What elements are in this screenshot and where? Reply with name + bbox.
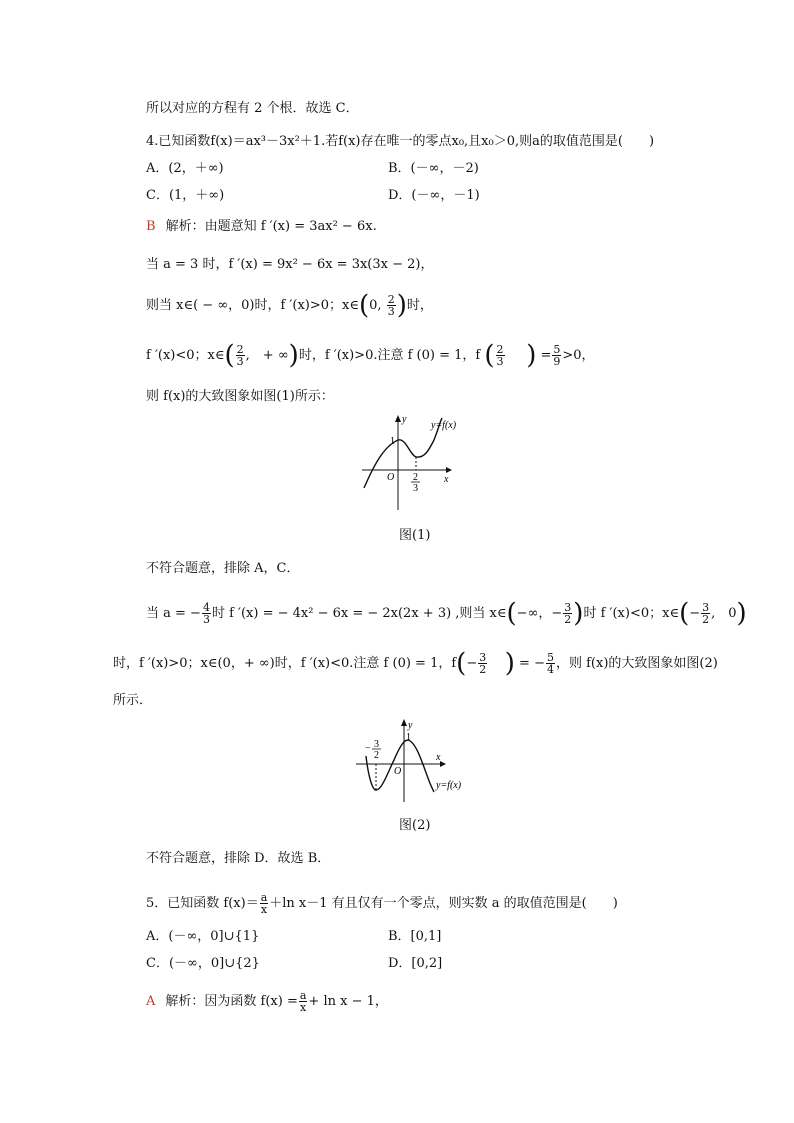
fraction [202,602,211,625]
fraction [563,602,572,625]
q4-solution-line-5: 则 f(x)的大致图象如图(1)所示： [146,389,334,404]
q4-sol7-mid: 时 f ′(x) = − 4x² − 6x = − 2x(2x + 3) ,则当 x∈ [211,606,507,621]
fig2-x-label: x [436,752,441,763]
right-bracket: ) [396,290,407,321]
left-bracket: ( [358,290,370,321]
q4-option-d: D．(－∞，－1) [388,188,480,203]
q4-option-c: C．(1，＋∞) [146,188,225,203]
frac-num: 5 [553,343,561,356]
fig2-caption: 图(2) [399,818,431,833]
fig2-intercept: 1 [406,732,411,743]
q4-answer: B [146,219,156,234]
q4-sol4-right: , + ∞ [245,348,289,363]
q4-sol7-mid2: 时 f ′(x)<0；x∈ [583,606,680,621]
right-bracket: ) [736,598,747,629]
fraction [236,344,245,367]
q4-solution-line-10: 不符合题意，排除 D．故选 B． [146,851,331,866]
right-bracket: ) [288,340,299,371]
fraction [478,652,487,675]
q5-option-a: A．(－∞，0]∪{1} [146,929,260,944]
q4-option-a: A．(2，＋∞) [146,161,224,176]
q4-solution-line-9: 所示． [113,693,153,708]
q4-stem-prefix: 4.已知函数 [146,134,211,149]
frac-num: 4 [202,601,210,614]
q4-solution-line-1 [146,218,377,236]
q5-answer: A [146,994,156,1009]
q5-stem-pre: 5．已知函数 f(x)＝ [146,896,259,911]
right-bracket: ) [504,648,515,679]
q4-stem [146,133,654,151]
fig1-tick-den: 3 [413,483,418,494]
fig1-intercept: 1 [390,436,395,447]
q3-conclusion: 所以对应的方程有 2 个根．故选 C． [146,101,359,116]
frac-num: 3 [479,651,487,664]
frac-den: 9 [553,355,561,368]
q5-sol1-rest: + ln x − 1， [308,994,388,1009]
q4-solution-line-8 [113,648,718,679]
frac-den: 4 [546,663,554,676]
q5-solution-line-1 [146,990,388,1013]
q4-sol8a: 时，f ′(x)>0；x∈(0，+ ∞)时，f ′(x)<0.注意 f (0) = 1，f [113,656,457,671]
q4-sol3a: 则当 x∈( − ∞，0)时，f ′(x)>0；x∈ [146,298,359,313]
q4-solution-line-7 [146,598,747,629]
fig2-tick-den: 2 [374,750,379,761]
q4-sol7-int1: −∞，− [516,606,563,621]
frac-num: 2 [387,293,395,306]
q4-option-b: B．(－∞，－2) [388,161,479,176]
q5-sol1-pre: 因为函数 f(x) = [204,994,298,1009]
frac-den: 3 [236,355,244,368]
q4-sol7-pre: 当 a = − [146,606,201,621]
q4-sol-label: 解析： [165,219,205,234]
fig2-y-arrow [401,719,407,726]
fig2-y-label: y [408,720,413,731]
fig1-y-label: y [402,414,407,425]
q5-option-b: B．[0,1] [388,929,442,944]
fraction [701,602,710,625]
fraction [260,892,269,915]
fig2-curve-label: y=f(x) [436,780,462,791]
fraction [299,990,308,1013]
frac-den: x [300,1001,307,1014]
q4-stem-func: f(x)＝ax³－3x²＋1. [210,134,326,149]
q5-stem-rest: ＋ln x－1 有且仅有一个零点，则实数 a 的取值范围是( ) [269,896,618,911]
q4-solution-line-6: 不符合题意，排除 A，C． [146,561,300,576]
q5-sol-label: 解析： [165,994,205,1009]
frac-num: 2 [496,343,504,356]
q4-sol4a: f ′(x)<0；x∈ [146,348,225,363]
frac-num: a [260,891,268,904]
fig1-y-arrow [395,415,401,422]
fig2-origin: O [394,766,402,777]
q5-option-c: C．(－∞，0]∪{2} [146,956,260,971]
left-bracket: ( [506,598,517,629]
q4-sol8-eq: = − [519,656,545,671]
frac-den: 2 [479,663,487,676]
frac-den: x [260,903,268,916]
left-bracket: ( [484,340,495,371]
fraction [496,344,505,367]
frac-den: 3 [496,355,504,368]
q5-option-d: D．[0,2] [388,956,443,971]
q4-sol3b: 时， [406,298,433,313]
q4-sol1: 由题意知 f ′(x) = 3ax² − 6x. [204,219,377,234]
left-bracket: ( [224,340,235,371]
q4-sol3-left: 0, [369,298,382,313]
q5-stem [146,892,618,915]
q4-stem-rest: 若f(x)存在唯一的零点x₀,且x₀＞0,则a的取值范围是( ) [325,134,655,149]
figure-1 [356,410,472,514]
fig1-origin: O [387,472,395,483]
q4-sol4c: >0， [562,348,595,363]
fig2-x-arrow [440,761,446,767]
q4-sol8-arg-pre: − [466,656,478,671]
frac-num: a [299,989,307,1002]
fig2-tick-sign: − [365,743,371,754]
fig1-x-arrow [446,467,452,473]
right-bracket: ) [573,598,584,629]
fig2-tick-num: 3 [374,739,379,750]
figure-2 [352,716,478,806]
fraction [387,294,396,317]
frac-den: 2 [564,613,572,626]
frac-den: 3 [387,305,395,318]
left-bracket: ( [456,648,467,679]
q4-sol8b: ，则 f(x)的大致图象如图(2) [555,656,718,671]
frac-num: 3 [702,601,710,614]
q4-sol7-int2-right: , 0 [711,606,737,621]
right-bracket: ) [526,340,537,371]
q4-solution-line-3 [146,290,433,321]
fraction [552,344,561,367]
frac-den: 2 [702,613,710,626]
left-bracket: ( [679,598,690,629]
fig1-tick-num: 2 [413,472,418,483]
q4-sol4b: 时，f ′(x)>0.注意 f (0) = 1，f [298,348,481,363]
q4-sol4-eq: = [540,348,552,363]
fig1-curve-label: y=f(x) [431,420,457,431]
frac-num: 5 [546,651,554,664]
frac-num: 3 [564,601,572,614]
frac-den: 3 [202,613,210,626]
q4-solution-line-4 [146,340,595,371]
q4-sol7-int2-pre: − [689,606,701,621]
frac-num: 2 [236,343,244,356]
fig1-x-label: x [444,474,449,485]
fig1-caption: 图(1) [399,528,431,543]
fraction [546,652,555,675]
q4-solution-line-2: 当 a = 3 时，f ′(x) = 9x² − 6x = 3x(3x − 2)， [146,257,434,272]
